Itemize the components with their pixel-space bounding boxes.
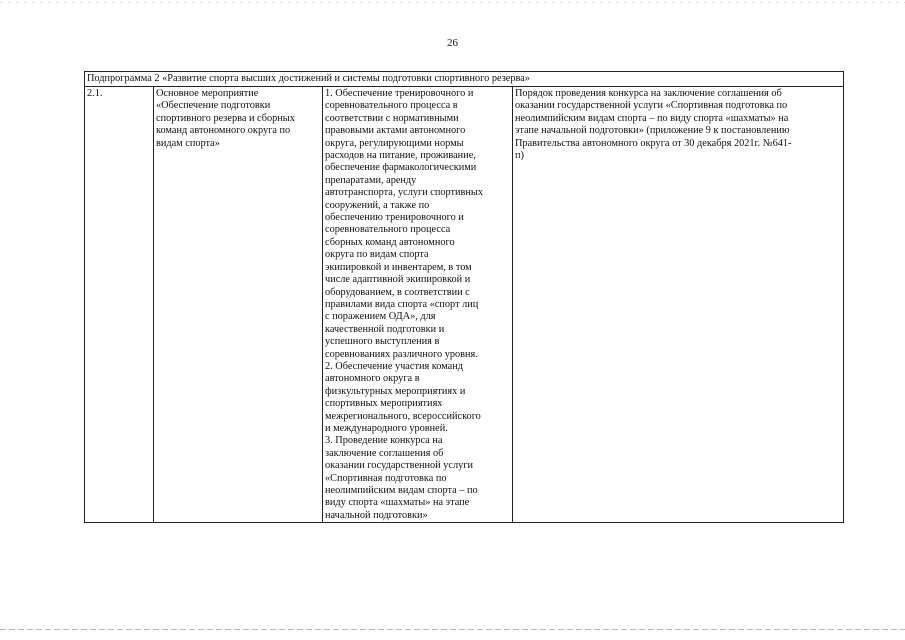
scan-artifact-top <box>0 2 905 3</box>
main-event-cell: Основное мероприятие «Обеспечение подготовки спортивного резерва и сборных команд автономного округа по видам спорта» <box>154 87 323 523</box>
table-row <box>85 87 844 523</box>
row-number: 2.1. <box>85 87 154 523</box>
description-item: 3. Проведение конкурса на заключение соглашения об оказании государственной услуги «Спортивная подготовка по неолимпийским видам спорта – по виду спорта «шахматы» на этапе начальной подготовки» <box>325 435 478 521</box>
scan-artifact-bottom <box>0 629 905 630</box>
subprogram-header-row <box>85 72 844 87</box>
description-item: 1. Обеспечение тренировочного и соревновательного процесса в соответствии с нормативными правовыми актами автономного округа, регулирующими нормы расходов на питание, проживание, обеспечение фармакологическими препаратами, аренду автотранспорта, услуги спортивных сооружений, а также по обеспечению тренировочного и соревновательного процесса сборных команд автономного округа по видам спорта экипировкой и инвентарем, в том числе адаптивной экипировкой и оборудованием, в соответствии с правилами вида спорта «спорт лиц с поражением ОДА», для качественной подготовки и успешного выступления в соревнованиях различного уровня. <box>325 88 483 360</box>
program-table <box>84 71 844 523</box>
regulation-cell: Порядок проведения конкурса на заключение соглашения об оказании государственной услуги «Спортивная подготовка по неолимпийским видам спорта – по виду спорта «шахматы» на этапе начальной подготовки» (приложение 9 к постановлению Правительства автономного округа от 30 декабря 2021г. №641- п) <box>513 87 844 523</box>
page-number: 26 <box>447 37 458 49</box>
subprogram-header: Подпрограмма 2 «Развитие спорта высших достижений и системы подготовки спортивного резерва» <box>85 72 844 87</box>
description-cell <box>323 87 513 523</box>
description-item: 2. Обеспечение участия команд автономного округа в физкультурных мероприятиях и спортивных мероприятиях межрегионального, всероссийского и международного уровней. <box>325 360 481 434</box>
